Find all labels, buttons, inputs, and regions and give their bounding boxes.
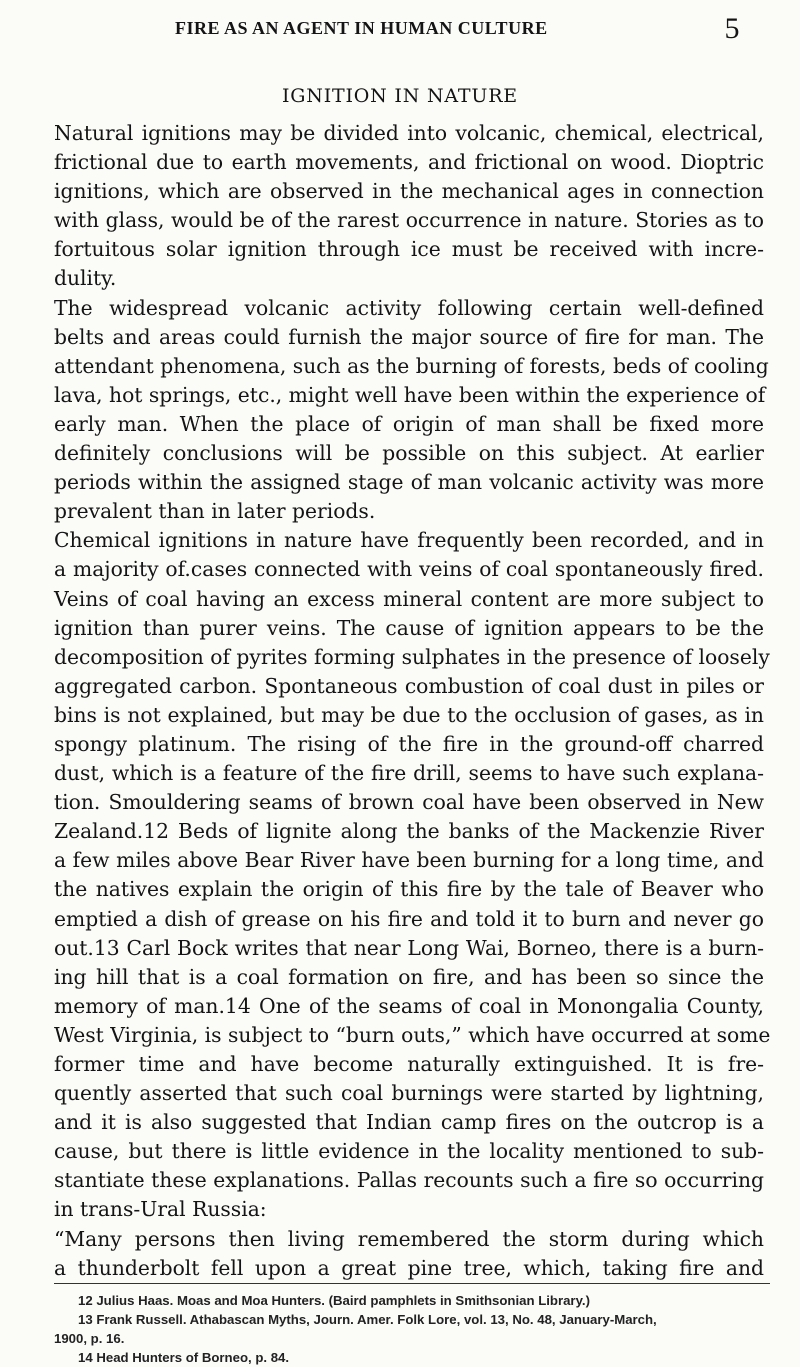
text-line: Zealand.12 Beds of lignite along the banks of the Mackenzie River xyxy=(54,819,764,844)
text-line: memory of man.14 One of the seams of coal in Monongalia County, xyxy=(54,993,764,1018)
text-line: early man. When the place of origin of man shall be fixed more xyxy=(54,411,764,436)
text-line: dulity. xyxy=(54,266,117,291)
text-line: decomposition of pyrites forming sulphates in the presence of loosely xyxy=(54,644,770,669)
text-line: definitely conclusions will be possible on this subject. At earlier xyxy=(54,441,764,466)
text-line: lava, hot springs, etc., might well have been within the experience of xyxy=(54,382,766,407)
text-line: and it is also suggested that Indian camp fires on the outcrop is a xyxy=(54,1110,764,1135)
section-title: IGNITION IN NATURE xyxy=(282,85,518,107)
text-line: ing hill that is a coal formation on fire, and has been so since the xyxy=(54,964,764,989)
text-line: quently asserted that such coal burnings were started by lightning, xyxy=(54,1081,764,1106)
text-line: Chemical ignitions in nature have frequently been recorded, and in xyxy=(54,528,764,553)
text-line: cause, but there is little evidence in the locality mentioned to sub- xyxy=(54,1139,764,1164)
text-line: spongy platinum. The rising of the fire in the ground-off charred xyxy=(54,731,764,756)
text-line: dust, which is a feature of the fire drill, seems to have such explana- xyxy=(54,761,764,786)
text-line: “Many persons then living remembered the storm during which xyxy=(54,1226,764,1251)
body-text xyxy=(54,119,771,1283)
text-line: belts and areas could furnish the major source of fire for man. The xyxy=(54,324,764,349)
text-line: Veins of coal having an excess mineral content are more subject to xyxy=(54,586,764,611)
text-line: ignitions, which are observed in the mechanical ages in connection xyxy=(54,179,764,204)
text-line: attendant phenomena, such as the burning of forests, beds of cooling xyxy=(54,353,769,378)
text-line: a thunderbolt fell upon a great pine tree, which, taking fire and xyxy=(54,1255,764,1280)
text-line: tion. Smouldering seams of brown coal have been observed in New xyxy=(54,790,764,815)
text-line: stantiate these explanations. Pallas recounts such a fire so occurring xyxy=(54,1168,764,1193)
text-line: former time and have become naturally extinguished. It is fre- xyxy=(54,1052,764,1076)
footnote-14: 14 Head Hunters of Borneo, p. 84. xyxy=(78,1350,290,1365)
footnote-13: 13 Frank Russell. Athabascan Myths, Journ. Amer. Folk Lore, vol. 13, No. 48, January-March, xyxy=(78,1312,657,1327)
text-line: Natural ignitions may be divided into volcanic, chemical, electrical, xyxy=(54,121,764,145)
text-line: in trans-Ural Russia: xyxy=(54,1197,267,1222)
footnote-13-continued: 1900, p. 16. xyxy=(54,1331,125,1346)
footnote-12: 12 Julius Haas. Moas and Moa Hunters. (Baird pamphlets in Smithsonian Library.) xyxy=(78,1293,590,1308)
text-line: a majority of.cases connected with veins of coal spontaneously fired. xyxy=(54,557,764,582)
text-line: the natives explain the origin of this fire by the tale of Beaver who xyxy=(54,877,764,902)
running-head xyxy=(175,14,740,46)
text-line: a few miles above Bear River have been burning for a long time, and xyxy=(54,848,764,873)
text-line: The widespread volcanic activity following certain well-defined xyxy=(54,295,764,320)
text-line: aggregated carbon. Spontaneous combustion of coal dust in piles or xyxy=(54,673,764,698)
page-number: 5 xyxy=(724,12,740,45)
text-line: ignition than purer veins. The cause of ignition appears to be the xyxy=(54,615,764,640)
text-line: frictional due to earth movements, and frictional on wood. Dioptric xyxy=(54,150,764,175)
text-line: periods within the assigned stage of man volcanic activity was more xyxy=(54,470,764,495)
text-line: emptied a dish of grease on his fire and told it to burn and never go xyxy=(54,906,764,931)
footnote-divider xyxy=(54,1283,770,1284)
text-line: West Virginia, is subject to “burn outs,” which have occurred at some xyxy=(54,1022,771,1047)
text-line: fortuitous solar ignition through ice must be received with incre- xyxy=(54,237,764,262)
text-line: bins is not explained, but may be due to the occlusion of gases, as in xyxy=(54,702,764,727)
text-line: out.13 Carl Bock writes that near Long Wai, Borneo, there is a burn- xyxy=(54,935,764,960)
text-line: with glass, would be of the rarest occurrence in nature. Stories as to xyxy=(54,208,764,233)
running-title: FIRE AS AN AGENT IN HUMAN CULTURE xyxy=(175,18,548,38)
text-line: prevalent than in later periods. xyxy=(54,499,376,524)
footnotes xyxy=(54,1291,772,1367)
